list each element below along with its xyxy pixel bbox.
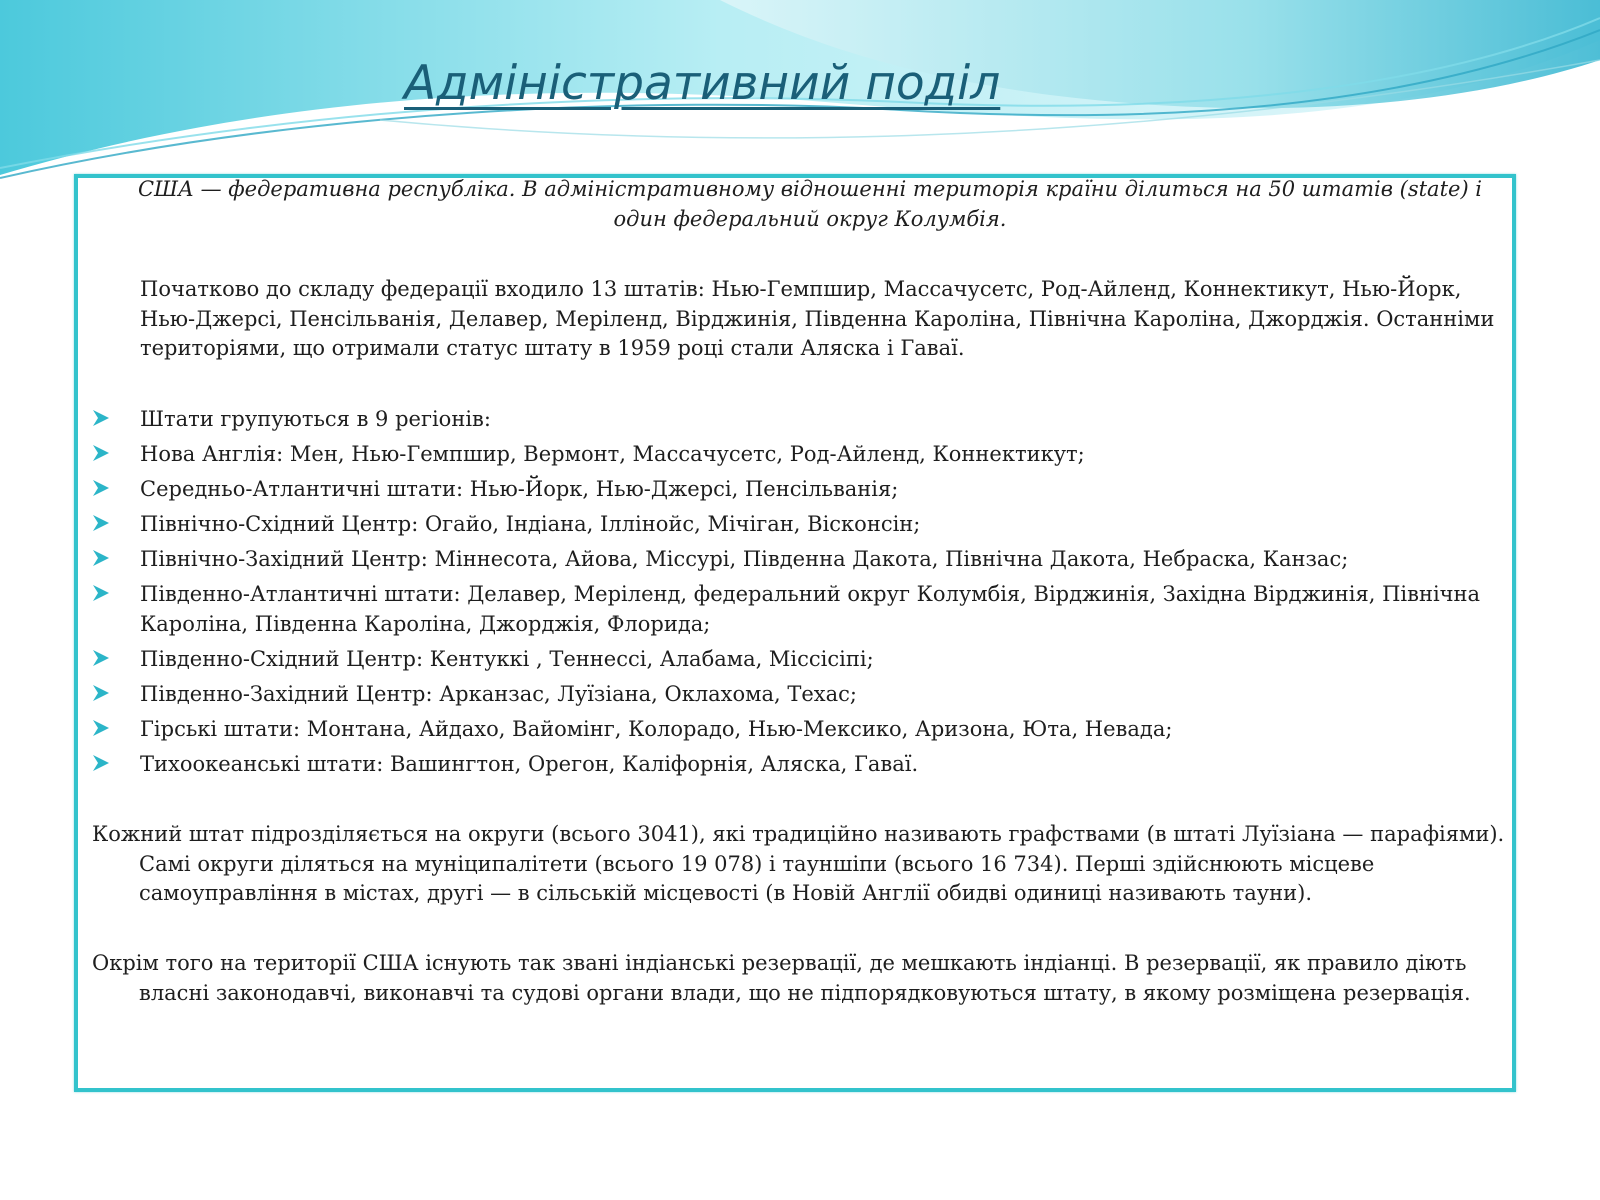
list-item-text: Північно-Східний Центр: Огайо, Індіана, Іллінойс, Мічіган, Вісконсін;: [140, 512, 921, 536]
regions-list: [92, 405, 1517, 785]
list-item: [92, 440, 1517, 470]
reservations-paragraph: Окрім того на території США існують так звані індіанські резервації, де мешкають індіанці. В резервації, як правило діють власні законодавчі, виконавчі та судові органи влади, що не підпорядковуються штату, в якому розміщена резервація.: [92, 951, 1471, 1005]
list-item-text: Північно-Західний Центр: Міннесота, Айова, Міссурі, Південна Дакота, Північна Дакота, Небраска, Канзас;: [140, 547, 1349, 571]
arrow-bullet-icon: [92, 753, 110, 773]
arrow-bullet-icon: [92, 583, 110, 603]
arrow-bullet-icon: [92, 408, 110, 428]
list-item: [92, 405, 1517, 435]
list-item: [92, 680, 1517, 710]
arrow-bullet-icon: [92, 548, 110, 568]
list-item-text: Південно-Західний Центр: Арканзас, Луїзіана, Оклахома, Техас;: [140, 681, 858, 706]
list-item: [92, 645, 1517, 675]
list-item-text: Гірські штати: Монтана, Айдахо, Вайомінг, Колорадо, Нью-Мексико, Аризона, Юта, Невада;: [140, 716, 1173, 741]
arrow-bullet-icon: [92, 443, 110, 463]
list-item: [92, 580, 1517, 639]
list-item-text: Нова Англія: Мен, Нью-Гемпшир, Вермонт, Массачусетс, Род-Айленд, Коннектикут;: [140, 442, 1085, 466]
list-item-text: Південно-Східний Центр: Кентуккі , Теннессі, Алабама, Міссісіпі;: [140, 646, 874, 671]
list-item-text: Штати групуються в 9 регіонів:: [140, 407, 491, 431]
arrow-bullet-icon: [92, 513, 110, 533]
intro-text: США — федеративна республіка. В адміністративному відношенні територія країни ділиться на 50 штатів (state) і один федеральний округ Колумбія.: [137, 177, 1483, 231]
original-states-paragraph: Початково до складу федерації входило 13 штатів: Нью-Гемпшир, Массачусетс, Род-Айленд, Коннектикут, Нью-Йорк, Нью-Джерсі, Пенсільванія, Делавер, Меріленд, Вірджинія, Південна Кароліна, Північна Кароліна, Джорджія. Останніми територіями, що отримали статус штату в 1959 році стали Аляска і Гаваї.: [140, 277, 1495, 360]
arrow-bullet-icon: [92, 648, 110, 668]
list-item: [92, 750, 1517, 780]
slide-title: Адміністративний поділ: [404, 56, 1001, 111]
list-item: [92, 545, 1517, 575]
counties-paragraph: Кожний штат підрозділяється на округи (всього 3041), які традиційно називають графствами (в штаті Луїзіана — парафіями). Самі округи діляться на муніципалітети (всього 19 078) і тауншіпи (всього 16 734). Перші здійснюють місцеве самоуправління в містах, другі — в сільській місцевості (в Новій Англії обидві одиниці називають тауни).: [92, 822, 1505, 905]
list-item-text: Тихоокеанські штати: Вашингтон, Орегон, Каліфорнія, Аляска, Гаваї.: [140, 751, 919, 776]
list-item-text: Середньо-Атлантичні штати: Нью-Йорк, Нью-Джерсі, Пенсільванія;: [140, 477, 899, 501]
list-item: [92, 475, 1517, 505]
list-item: [92, 715, 1517, 745]
list-item-text: Південно-Атлантичні штати: Делавер, Меріленд, федеральний округ Колумбія, Вірджинія, Західна Вірджинія, Північна Кароліна, Південна Кароліна, Джорджія, Флорида;: [140, 582, 1481, 636]
arrow-bullet-icon: [92, 478, 110, 498]
arrow-bullet-icon: [92, 683, 110, 703]
list-item: [92, 510, 1517, 540]
arrow-bullet-icon: [92, 718, 110, 738]
